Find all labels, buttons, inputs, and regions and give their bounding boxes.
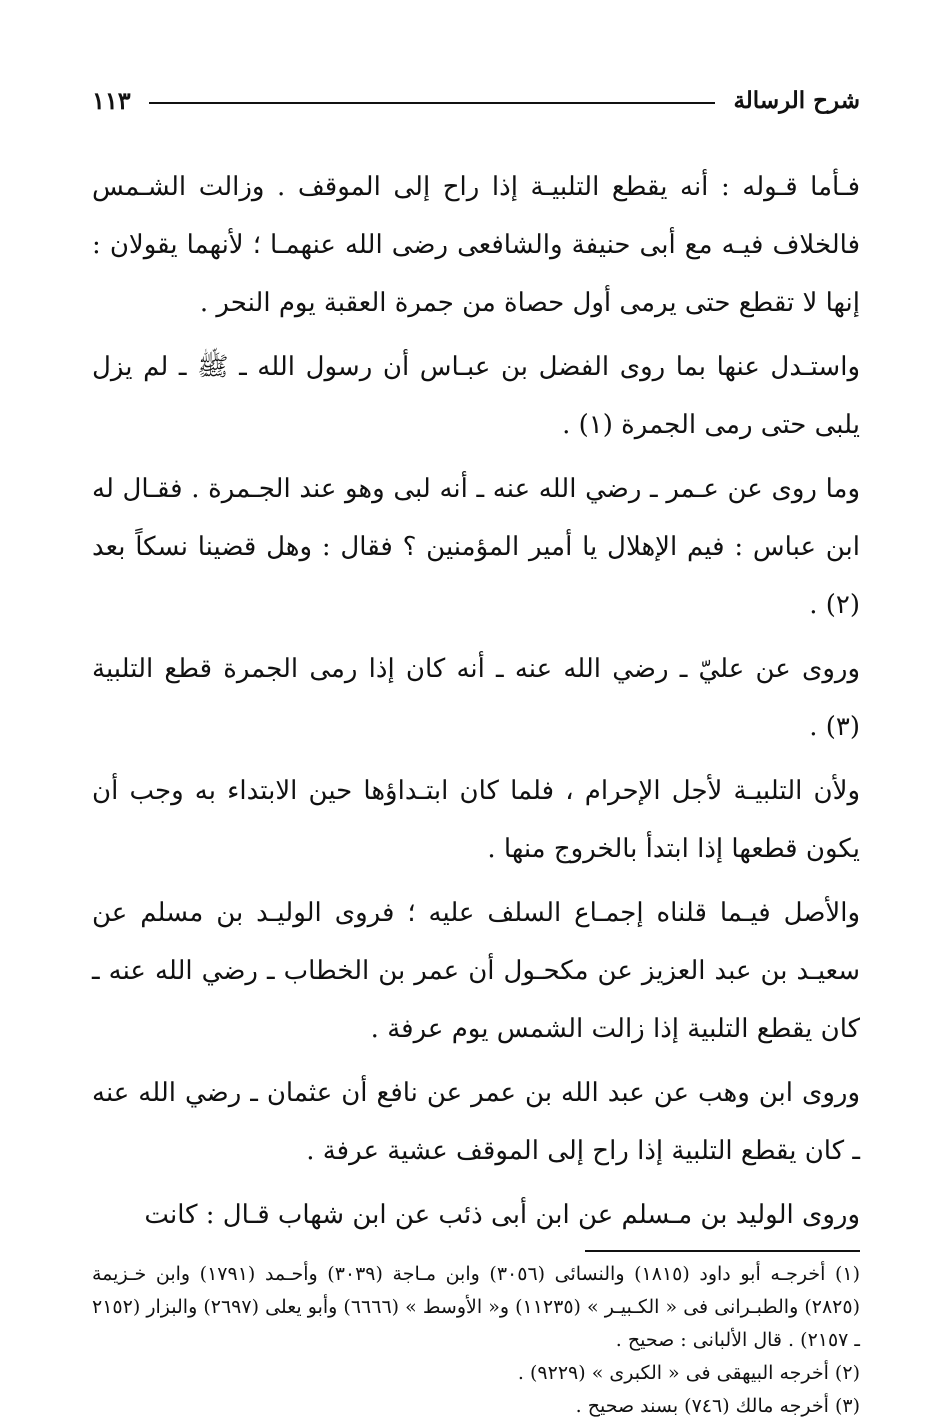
header-rule: [149, 102, 716, 104]
footnote-2: (٢) أخرجه البيهقى فى « الكبرى » (٩٢٢٩) .: [517, 1362, 860, 1384]
paragraph-ali-report: وروى عن عليّ ـ رضي الله عنه ـ أنه كان إذا رمى الجمرة قطع التلبية (٣) .: [92, 654, 860, 742]
paragraph-fadl-ibn-abbas: واستـدل عنها بما روى الفضل بن عبـاس أن رسول الله ـ ﷺ ـ لم يزل يلبى حتى رمى الجمرة (١) .: [92, 352, 860, 440]
running-title: شرح الرسالة: [733, 86, 860, 114]
footnotes: [92, 1258, 860, 1423]
page-number: ١١٣: [92, 85, 131, 115]
paragraph-ihram-reason: ولأن التلبيـة لأجل الإحرام ، فلما كان ابتـداؤها حين الابتداء به وجب أن يكون قطعها إذا ابتدأ بالخروج منها .: [92, 776, 860, 864]
footnote-3: (٣) أخرجه مالك (٧٤٦) بسند صحيح .: [575, 1395, 860, 1417]
footnote-separator: [585, 1250, 860, 1252]
paragraph-umar-report: وما روى عن عـمر ـ رضي الله عنه ـ أنه لبى وهو عند الجـمرة . فقـال له ابن عباس : فيم الإهلال يا أمير المؤمنين ؟ فقال : وهل قضينا نسكاً بعد (٢) .: [92, 474, 860, 620]
paragraph-uthman-report: وروى ابن وهب عن عبد الله بن عمر عن نافع أن عثمان ـ رضي الله عنه ـ كان يقطع التلبية إذا راح إلى الموقف عشية عرفة .: [92, 1078, 860, 1166]
footnote-1: (١) أخرجـه أبو داود (١٨١٥) والنسائى (٣٠٥٦) وابن مـاجة (٣٠٣٩) وأحـمد (١٧٩١) وابن خـزيمة (٢٨٢٥) والطبـرانى فى « الكـبيـر » (١١٢٣٥) و« الأوسط » (٦٦٦٦) وأبو يعلى (٢٦٩٧) والبزار (٢١٥٢ ـ ٢١٥٧) . قال الألبانى : صحيح .: [92, 1263, 861, 1351]
main-text: [92, 158, 860, 1244]
running-header: [92, 80, 860, 120]
paragraph-salaf-consensus: والأصل فيـما قلناه إجمـاع السلف عليه ؛ فروى الوليـد بن مسلم عن سعيـد بن عبد العزيز عن مكحـول أن عمر بن الخطاب ـ رضي الله عنه ـ كان يقطع التلبية إذا زالت الشمس يوم عرفة .: [92, 898, 860, 1044]
paragraph-ibn-shihab-report: وروى الوليد بن مـسلم عن ابن أبى ذئب عن ابن شهاب قـال : كانت: [144, 1200, 860, 1230]
paragraph-talbiya-ruling: فـأما قـوله : أنه يقطع التلبيـة إذا راح إلى الموقف . وزالت الشـمس فالخلاف فيـه مع أبى حنيفة والشافعى رضى الله عنهمـا ؛ لأنهما يقولان : إنها لا تقطع حتى يرمى أول حصاة من جمرة العقبة يوم النحر .: [92, 172, 860, 318]
book-page: [92, 80, 860, 1423]
